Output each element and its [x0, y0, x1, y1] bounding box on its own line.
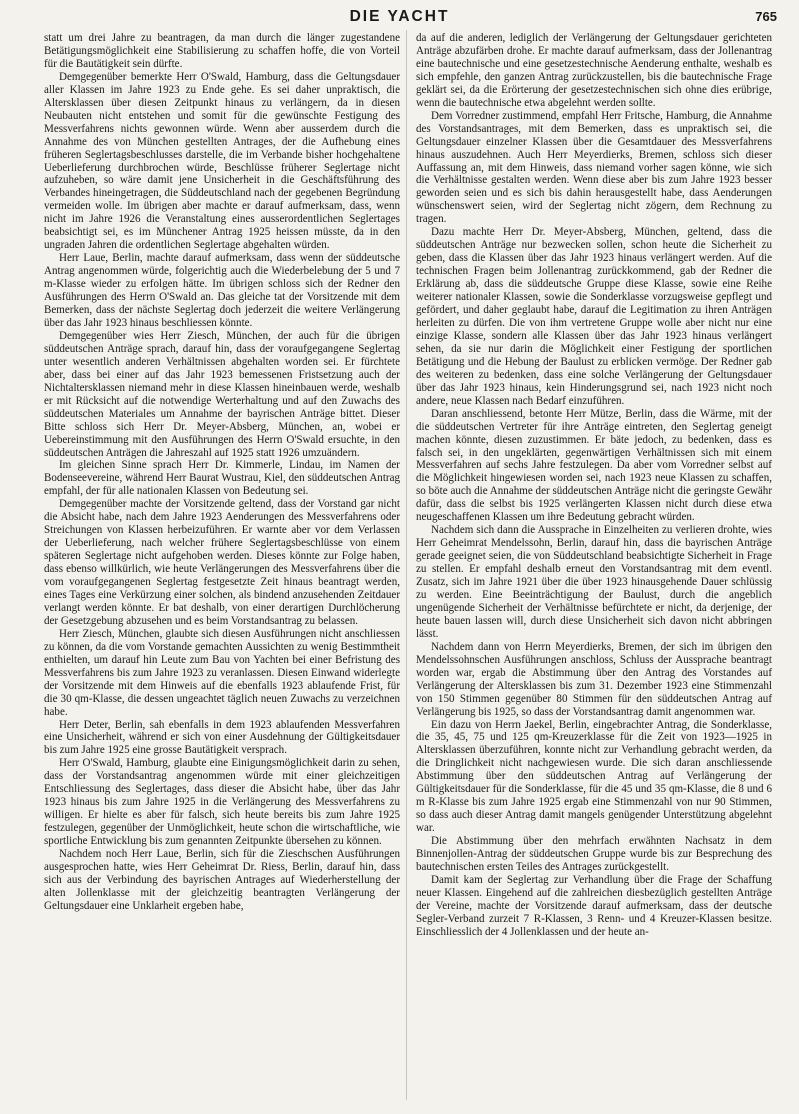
page-number: 765 — [755, 9, 777, 24]
paragraph: Herr Deter, Berlin, sah ebenfalls in dem 1923 ablaufenden Messverfahren eine Unsicherheit, während er sich von einer Ausdehnung der Gültigkeitsdauer bis zum Jahre 1925 eine grosse Bautätigkeit versprach. — [44, 718, 400, 757]
paragraph: Nachdem sich dann die Aussprache in Einzelheiten zu verlieren drohte, wies Herr Geheimrat Mendelssohn, Berlin, darauf hin, dass die bayrischen Anträge gerade geeignet seien, die von Süddeutschland beabsichtigte Sicherheit in Frage zu stellen. Er empfahl deshalb erneut den Vorstandsantrag mit dem eventl. Zusatz, sich im Jahre 1921 über die über 1923 hinausgehende Dauer schlüssig zu werden. Eine Beeinträchtigung der Baulust, durch die angeblich ungenügende Sicherheit der Verhältnisse befürchtete er nicht, da derjenige, der heute bauen lassen will, durch diese Unsicherheit sich davon nicht abbringen lässt. — [416, 524, 772, 640]
paragraph: Dazu machte Herr Dr. Meyer-Absberg, München, geltend, dass die süddeutschen Anträge nur bezwecken sollen, schon heute die Sicherheit zu geben, dass die Klassen über das Jahr 1923 hinaus verlängert werden. Auf die technischen Fragen beim Jollenantrag zurückkommend, gab der Redner die Erklärung ab, dass die süddeutsche Gruppe diese Klasse, sowie eine Reihe weiterer nationaler Klassen, sowie die Sonderklasse vorzugsweise gepflegt und gefördert, und daher geglaubt habe, darauf die Legitimation zu ihren Anträgen herleiten zu dürfen. Die von ihm vertretene Gruppe wolle aber nicht nur eine einzige Klasse, sondern alle Klassen über das Jahr 1923 hinaus verlängert sehen, da sie nur darin die Möglichkeit einer Festigung der sportlichen Betätigung und die Hebung der Baulust zu erblicken vermöge. Der Redner gab des weiteren zu bedenken, dass eine solche Verlängerung der Geltungsdauer über das Jahr 1923 hinaus, kein Hinderungsgrund sei, nach 1923 nicht noch andere, neue Klassen nach Bedarf einzuführen. — [416, 226, 772, 407]
paragraph: Herr O'Swald, Hamburg, glaubte eine Einigungsmöglichkeit darin zu sehen, dass der Vorstandsantrag angenommen würde mit einer gleichzeitigen Entschliessung des Seglertages, dass dieser die Absicht habe, über das Jahr 1923 hinaus bis zum Jahre 1925 in die Verlängerung des Messverfahrens zu willigen. Er hielte es aber für falsch, sich heute bereits bis zum Jahre 1925 festzulegen, gegenüber der Unmöglichkeit, heute schon die wirtschaftliche, wie sportliche Entwicklung bis zum genannten Zeitpunkte übersehen zu können. — [44, 757, 400, 848]
paragraph: da auf die anderen, lediglich der Verlängerung der Geltungsdauer gerichteten Anträge abzufärben drohe. Er machte darauf aufmerksam, dass der Jollenantrag eine bautechnische und eine gesetzestechnische Aenderung enthalte, weshalb es sich empfehle, den ganzen Antrag zurückzustellen, bis die bautechnische Frage geklärt sei, da die Erörterung der gesetzestechnischen sich ohne dies erübrige, wenn die bautechnische etwa abgelehnt werden sollte. — [416, 32, 772, 109]
left-column — [44, 32, 400, 913]
paragraph: Herr Ziesch, München, glaubte sich diesen Ausführungen nicht anschliessen zu können, da die vom Vorstande gemachten Aussichten zu wenig Bestimmtheit enthielten, um darauf hin Leute zum Bau von Yachten bei einer Befristung des Messverfahrens bis zum Jahre 1923 zu veranlassen. Diesen Einwand widerlegte der Vorsitzende mit dem Hinweis auf die ebenfalls 1923 ablaufende Frist, für die 30 qm-Klasse, die dessen ungeachtet täglich neuen Zuwachs zu verzeichnen habe. — [44, 627, 400, 718]
paragraph: Im gleichen Sinne sprach Herr Dr. Kimmerle, Lindau, im Namen der Bodenseevereine, während Herr Baurat Wustrau, Kiel, den süddeutschen Antrag empfahl, der für alle nationalen Klassen von Bedeutung sei. — [44, 459, 400, 498]
paragraph: Herr Laue, Berlin, machte darauf aufmerksam, dass wenn der süddeutsche Antrag angenommen würde, folgerichtig auch die Wiederbelebung der 5 und 7 m-Klasse wieder zu erfolgen hätte. Im übrigen schloss sich der Redner den Ausführungen des Herrn O'Swald an. Das gleiche tat der Vorsitzende mit dem Bemerken, dass der nächste Seglertag doch jederzeit die weitere Verlängerung über das Jahr 1923 hinaus beschliessen könnte. — [44, 252, 400, 329]
magazine-title: DIE YACHT — [349, 8, 450, 25]
paragraph: Daran anschliessend, betonte Herr Mütze, Berlin, dass die Wärme, mit der die süddeutschen Vertreter für ihre Anträge eintreten, den Seglertag geneigt machen könnte, diesen zuzustimmen. Er bäte jedoch, zu bedenken, dass es falsch sei, in den ungeklärten, gegenwärtigen Verhältnissen sich mit einem Messverfahren auf sechs Jahre festzulegen. Da aber vom Vorredner selbst auf die Möglichkeit hingewiesen worden sei, nach 1923 neue Klassen zu schaffen, so böte auch die Annahme der süddeutschen Anträge nicht die geringste Gewähr dafür, dass die selbst bis 1925 verlängerten Klassen nicht durch diese etwa neugeschaffenen Klassen um ihre Bedeutung gebracht würden. — [416, 407, 772, 524]
paragraph: statt um drei Jahre zu beantragen, da man durch die länger zugestandene Betätigungsmöglichkeit eine Stabilisierung zu schaffen hoffe, die von Vorteil für die Bautätigkeit sein dürfte. — [44, 32, 400, 70]
paragraph: Ein dazu von Herrn Jaekel, Berlin, eingebrachter Antrag, die Sonderklasse, die 35, 45, 75 und 125 qm-Kreuzerklasse für die Zeit von 1923—1925 in Altersklassen überzuführen, konnte nicht zur Verhandlung gebracht werden, da die Dringlichkeit nicht nachgewiesen wurde. Die sich daran anschliessende Abstimmung über den süddeutschen Antrag auf Verlängerung der Gültigkeitsdauer für die Sonderklasse, für die 45 und 35 qm-Klasse, die 8 und 6 m R-Klasse bis zum Jahre 1925 ergab eine Stimmenzahl von nur 90 Stimmen, so dass auch dieser Antrag damit mangels genügender Unterstützung abgelehnt war. — [416, 718, 772, 835]
paragraph: Demgegenüber wies Herr Ziesch, München, der auch für die übrigen süddeutschen Anträge sprach, darauf hin, dass der voraufgegangene Seglertag unter wesentlich anderen Verhältnissen abgehalten worden sei. Er fürchtete aber, dass bei einer auf das Jahr 1923 bemessenen Fristsetzung auch der Nichtaltersklassen niemand mehr in diese Klassen hineinbauen werde, weshalb er mit Rücksicht auf die notwendige Werterhaltung und auf den Zuwachs des süddeutschen Materiales um Annahme der bayrischen Anträge bittet. Dieser Bitte schloss sich Herr Dr. Meyer-Absberg, München, an, wobei er Uebereinstimmung mit den Ausführungen des Herrn O'Swald ersuchte, in den süddeutschen Anträgen die Jahreszahl auf 1925 statt 1926 umzuändern. — [44, 329, 400, 459]
paragraph: Demgegenüber bemerkte Herr O'Swald, Hamburg, dass die Geltungsdauer aller Klassen im Jahre 1923 zu Ende gehe. Es sei daher unpraktisch, die Altersklassen über diesen Zeitpunkt hinaus zu verlängern, da in diesen Neubauten nicht entstehen und somit für die gewünschte Festigung des Messverfahrens nichts gewonnen würde. Wenn aber ausserdem durch die Annahme des von München gestellten Antrages, der die Aufhebung eines früheren Seglertagsbeschlusses darstelle, die im Verbande bisher hochgehaltene Ueberlieferung durchbrochen würde, Beschlüsse früherer Seglertage nicht aufzuheben, so wäre damit jene Unsicherheit in die Geschäftsführung des Verbandes hineingetragen, die Süddeutschland nach der gegebenen Begründung vermeiden wolle. Im übrigen aber machte er darauf aufmerksam, dass, wenn nicht im Jahre 1926 die Veranstaltung eines ausserordentlichen Seglertages beabsichtigt sei, es im Münchener Antrag 1925 heissen müsste, da in den ungraden Jahren die ordentlichen Seglertage abgehalten würden. — [44, 70, 400, 252]
page-header — [0, 6, 799, 32]
paragraph: Nachdem dann von Herrn Meyerdierks, Bremen, der sich im übrigen den Mendelssohnschen Ausführungen anschloss, Schluss der Aussprache beantragt worden war, ergab die Abstimmung über den Antrag des Vorstandes auf Verlängerung der Altersklassen bis zum 31. Dezember 1923 eine Stimmenzahl von 150 Stimmen gegenüber 80 Stimmen für den süddeutschen Antrag auf Verlängerung bis 1925, so dass der Vorstandsantrag damit angenommen war. — [416, 640, 772, 718]
paragraph: Dem Vorredner zustimmend, empfahl Herr Fritsche, Hamburg, die Annahme des Vorstandsantrages, mit dem Bemerken, dass es unpraktisch sei, die Geltungsdauer einzelner Klassen über die Gesamtdauer des Messverfahrens hinaus auszudehnen. Auch Herr Meyerdierks, Bremen, schloss sich dieser Auffassung an, mit dem Hinweis, dass niemand vorher sagen könne, wie sich die Verhältnisse gestalten werden. Wenn diese aber bis zum Jahre 1923 besser geworden seien und es sich bis dahin herausgestellt habe, dass Aenderungen wünschenswert seien, wird der Seglertag nicht zögern, dem Rechnung zu tragen. — [416, 109, 772, 226]
paragraph: Damit kam der Seglertag zur Verhandlung über die Frage der Schaffung neuer Klassen. Eingehend auf die zahlreichen diesbezüglich gestellten Anträge der Vereine, machte der Vorsitzende darauf aufmerksam, dass der deutsche Segler-Verband zurzeit 7 R-Klassen, 3 Renn- und 4 Kreuzer-Klassen besitze. Einschliesslich der 4 Jollenklassen und der heute an- — [416, 873, 772, 938]
column-divider — [406, 30, 407, 1100]
right-column — [416, 32, 772, 939]
paragraph: Die Abstimmung über den mehrfach erwähnten Nachsatz in dem Binnenjollen-Antrag der süddeutschen Gruppe wurde bis zur Besprechung des bautechnischen ersten Teiles des Antrages zurückgestellt. — [416, 835, 772, 873]
paragraph: Nachdem noch Herr Laue, Berlin, sich für die Zieschschen Ausführungen ausgesprochen hatte, wies Herr Geheimrat Dr. Riess, Berlin, darauf hin, dass sich aus der Verbindung des bayrischen Antrages auf Wiederherstellung der alten Jollenklasse mit der gleichzeitig beantragten Verlängerung der Geltungsdauer eine Unklarheit ergeben habe, — [44, 848, 400, 912]
paragraph: Demgegenüber machte der Vorsitzende geltend, dass der Vorstand gar nicht die Absicht habe, nach dem Jahre 1923 Aenderungen des Messverfahrens oder Streichungen von Klassen herbeizuführen. Er warnte aber vor dem Verlassen der Ueberlieferung, nach welcher frühere Seglertagsbeschlüsse von einem späteren Seglertage nicht aufgehoben werden. Dieses könnte zur Folge haben, dass ebenso willkürlich, wie heute Verlängerungen des Messverfahrens über die vom voraufgegangenen Seglertag festgesetzte Zeit hinaus beantragt werden, eines Tages eine Verkürzung einer solchen, als bindend anzusehenden Zeitdauer verlangt werden könnte. Er bat deshalb, von einer derartigen Durchlöcherung der Gesetzgebung abzusehen und es beim Vorstandsantrag zu belassen. — [44, 498, 400, 627]
